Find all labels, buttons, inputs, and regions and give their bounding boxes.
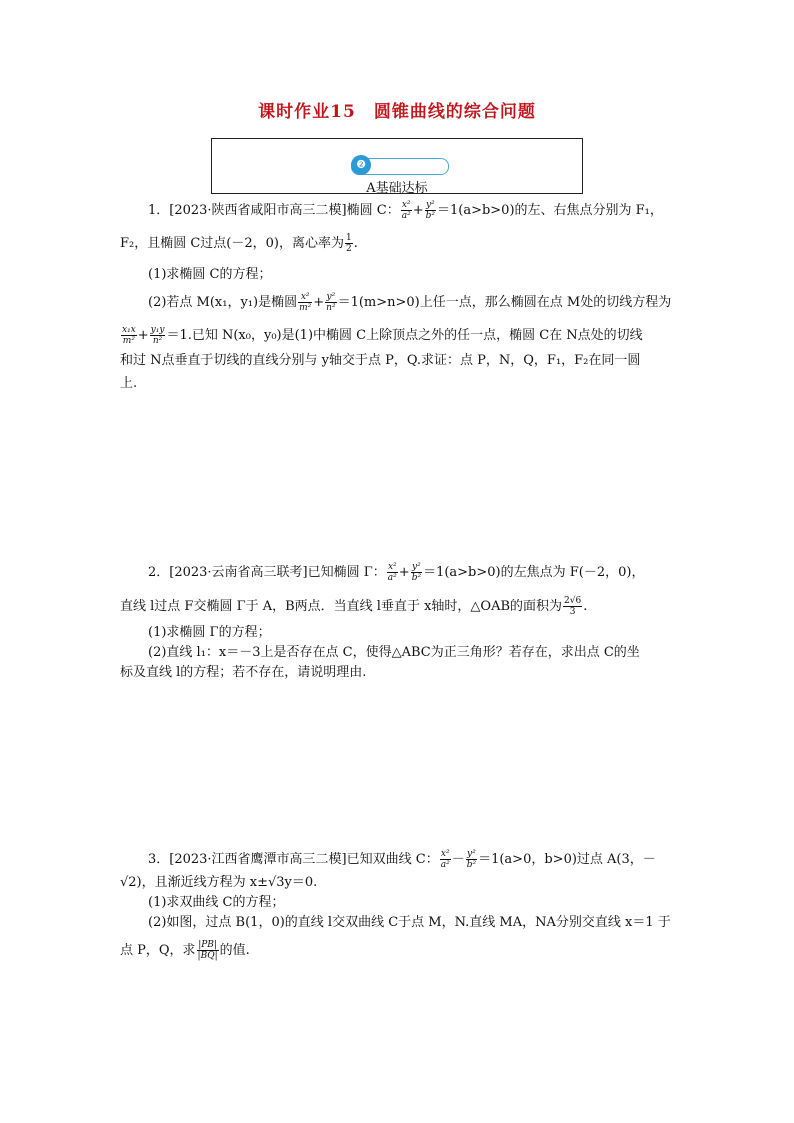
text: ＝1(a>0，b>0)过点 A(3，－ [478, 852, 656, 867]
problem-1-line-2 [120, 233, 358, 254]
denominator: n² [152, 336, 163, 346]
fraction [466, 849, 477, 870]
numerator: y² [326, 292, 336, 302]
denominator: b² [466, 860, 477, 870]
problem-1-line-1 [148, 200, 663, 221]
numerator: |PB| [198, 940, 217, 950]
problem-3-line-1 [148, 849, 656, 870]
denominator: 3 [569, 607, 576, 617]
denominator: b² [411, 573, 422, 583]
denominator: m² [299, 303, 312, 313]
fraction [298, 292, 312, 313]
fraction [563, 596, 582, 617]
numerator: y² [412, 562, 421, 572]
operator: + [412, 203, 424, 218]
fraction [325, 292, 336, 313]
operator: － [451, 852, 465, 867]
denominator: a² [401, 211, 411, 221]
problem-2-sub-2: (2)直线 l₁：x＝－3上是否存在点 C，使得△ABC为正三角形？若存在，求出点 C的坐 [148, 645, 640, 660]
denominator: b² [425, 211, 435, 221]
fraction [345, 233, 353, 254]
section-label: A基础达标 [366, 181, 428, 196]
fraction [121, 325, 137, 346]
problem-3-line-5 [120, 940, 250, 961]
fraction [387, 562, 398, 583]
text: . [353, 236, 358, 251]
text: . [583, 599, 588, 614]
denominator: a² [440, 860, 450, 870]
operator: + [313, 295, 325, 310]
numerator: x₁x [122, 325, 136, 335]
denominator: m² [122, 336, 135, 346]
problem-2-sub-1: (1)求椭圆 Γ的方程； [148, 625, 271, 640]
problem-3-sub-2: (2)如图，过点 B(1，0)的直线 l交双曲线 C于点 M，N.直线 MA，NA分别交直线 x＝1 于 [148, 915, 671, 930]
text: 点 P，Q，求 [120, 943, 196, 958]
text: 的值. [219, 943, 250, 958]
problem-2-line-2 [120, 596, 587, 617]
problem-3-sub-1: (1)求双曲线 C的方程； [148, 895, 285, 910]
page-title: 课时作业15 圆锥曲线的综合问题 [258, 102, 536, 122]
text: ＝1.已知 N(x₀，y₀)是(1)中椭圆 C上除顶点之外的任一点，椭圆 C在 N点处的切线 [166, 328, 643, 343]
text: 2．[2023·云南省高三联考]已知椭圆 Γ： [148, 565, 386, 580]
numerator: y₁y [150, 325, 165, 335]
numerator: y² [467, 849, 476, 859]
text: ＝1(m>n>0)上任一点，那么椭圆在点 M处的切线方程为 [337, 295, 672, 310]
problem-2-line-1 [148, 562, 644, 583]
denominator: n² [326, 303, 336, 313]
numerator: x² [298, 292, 312, 303]
operator: + [137, 328, 149, 343]
fraction [411, 562, 422, 583]
denominator: |BQ| [197, 951, 218, 961]
numerator: x² [440, 849, 450, 859]
text: 直线 l过点 F交椭圆 Γ于 A，B两点．当直线 l垂直于 x轴时，△OAB的面积为 [120, 599, 563, 614]
text: F₂，且椭圆 C过点(－2，0)，离心率为 [120, 236, 344, 251]
numerator: 2√6 [564, 596, 582, 606]
fraction [401, 200, 412, 221]
denominator: 2 [346, 244, 352, 254]
fraction [150, 325, 166, 346]
numerator: 1 [346, 233, 352, 243]
problem-1-line-5 [120, 325, 643, 346]
fraction [440, 849, 451, 870]
text: (2)若点 M(x₁，y₁)是椭圆 [148, 295, 298, 310]
numerator: y² [425, 200, 435, 210]
operator: + [398, 565, 410, 580]
fraction [197, 940, 219, 961]
badge-icon: ❷ [351, 155, 371, 175]
fraction [425, 200, 436, 221]
numerator: x² [401, 200, 411, 210]
text: 3．[2023·江西省鹰潭市高三二模]已知双曲线 C： [148, 852, 439, 867]
text: ＝1(a>b>0)的左、右焦点分别为 F₁， [436, 203, 663, 218]
problem-1-sub-1: (1)求椭圆 C的方程； [148, 267, 272, 282]
numerator: x² [387, 562, 397, 572]
section-header [211, 138, 583, 194]
problem-3-line-2: √2)，且渐近线方程为 x±√3y＝0. [120, 875, 318, 890]
problem-1-line-6: 和过 N点垂直于切线的直线分别与 y轴交于点 P，Q.求证：点 P，N，Q，F₁，F₂在同一圆 [120, 353, 641, 368]
problem-1-line-7: 上. [120, 376, 138, 391]
text: ＝1(a>b>0)的左焦点为 F(－2，0)， [423, 565, 645, 580]
text: 1．[2023·陕西省咸阳市高三二模]椭圆 C： [148, 203, 400, 218]
problem-2-sub-2-cont: 标及直线 l的方程；若不存在，请说明理由. [120, 665, 367, 680]
denominator: a² [387, 573, 397, 583]
problem-1-line-4 [148, 292, 671, 313]
